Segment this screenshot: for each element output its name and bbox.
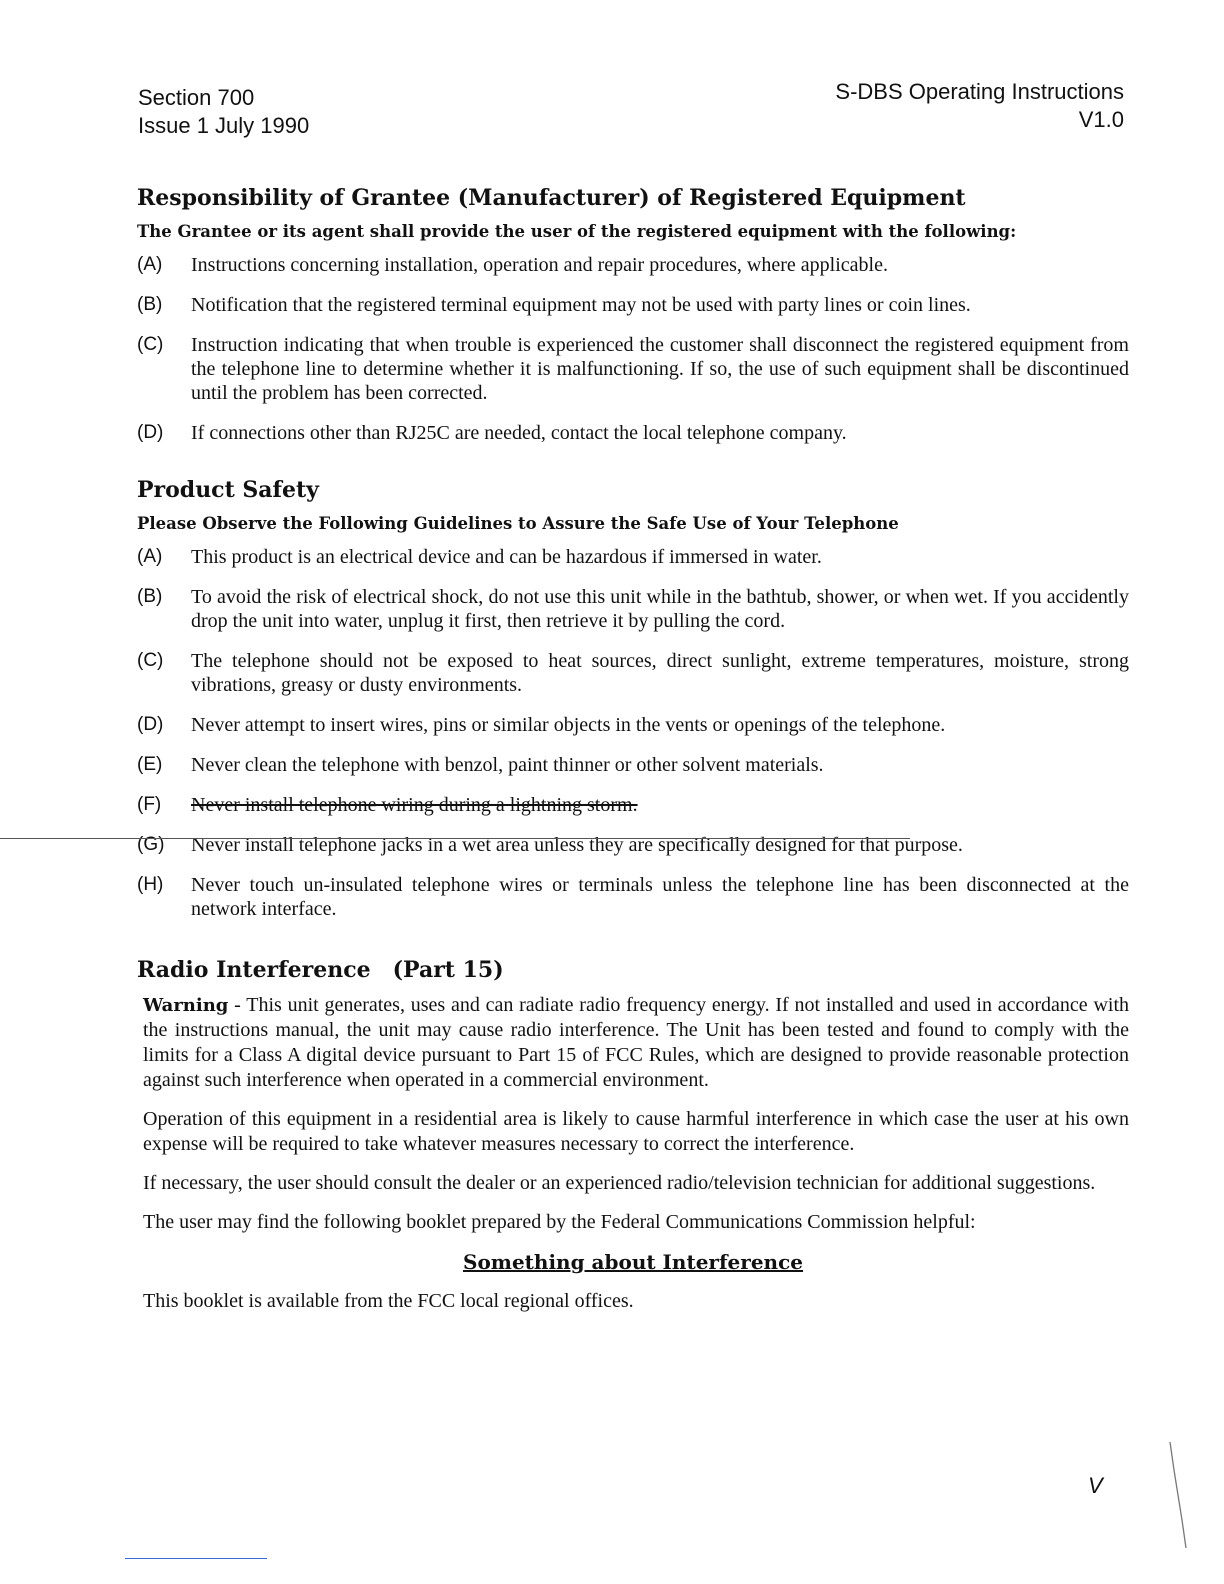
item-text: Never clean the telephone with benzol, paint thinner or other solvent materials. xyxy=(191,754,824,776)
warning-text: - This unit generates, uses and can radiate radio frequency energy. If not installed and used in accordance with the instructions manual, the unit may cause radio interference. The Unit has been tested and found to comply with the limits for a Class A digital device pursuant to Part 15 of FCC Rules, which are designed to provide reasonable protection against such interference when operated in a commercial environment. xyxy=(143,994,1129,1091)
list-item xyxy=(137,649,1129,697)
scan-edge-mark xyxy=(1166,1440,1190,1550)
item-label: (C) xyxy=(137,650,164,671)
scan-rule-line xyxy=(0,838,910,839)
list-item xyxy=(137,873,1129,921)
residential-paragraph: Operation of this equipment in a residential area is likely to cause harmful interference in which case the user at his own expense will be required to take whatever measures necessary to correct the interference. xyxy=(143,1108,1129,1155)
item-label: (F) xyxy=(137,794,162,815)
item-label: (A) xyxy=(137,254,163,275)
item-text: This product is an electrical device and can be hazardous if immersed in water. xyxy=(191,546,822,568)
list-item xyxy=(137,333,1129,405)
booklet-intro-paragraph: The user may find the following booklet prepared by the Federal Communications Commission helpful: xyxy=(143,1211,976,1233)
grantee-section xyxy=(137,183,1129,445)
radio-section xyxy=(137,955,1129,1314)
item-label: (D) xyxy=(137,422,164,443)
list-item xyxy=(137,545,1129,569)
item-text: The telephone should not be exposed to heat sources, direct sunlight, extreme temperatures, moisture, strong vibrations, greasy or dusty environments. xyxy=(191,650,1129,696)
item-text: Instructions concerning installation, operation and repair procedures, where applicable. xyxy=(191,254,888,276)
list-item xyxy=(137,253,1129,277)
item-label: (E) xyxy=(137,754,163,775)
safety-heading: Product Safety xyxy=(137,477,319,503)
page-number: V xyxy=(1088,1473,1103,1498)
list-item xyxy=(137,753,1129,777)
list-item xyxy=(137,713,1129,737)
document-title: S-DBS Operating Instructions xyxy=(835,79,1124,104)
availability-paragraph: This booklet is available from the FCC local regional offices. xyxy=(143,1290,634,1312)
issue-date: Issue 1 July 1990 xyxy=(138,113,310,138)
item-label: (G) xyxy=(137,834,165,855)
footer-rule xyxy=(125,1558,267,1559)
safety-section xyxy=(137,475,1129,921)
warning-paragraph xyxy=(143,993,1129,1093)
list-item xyxy=(137,421,1129,445)
header-right xyxy=(835,78,1124,134)
booklet-title: Something about Interference xyxy=(463,1250,803,1274)
item-label: (B) xyxy=(137,294,163,315)
consult-paragraph: If necessary, the user should consult the dealer or an experienced radio/television technician for additional suggestions. xyxy=(143,1172,1096,1194)
list-item xyxy=(137,585,1129,633)
item-text: To avoid the risk of electrical shock, do not use this unit while in the bathtub, shower, or when wet. If you accidently drop the unit into water, unplug it first, then retrieve it by pulling the cord. xyxy=(191,586,1129,632)
item-text: Never touch un-insulated telephone wires or terminals unless the telephone line has been disconnected at the network interface. xyxy=(191,874,1129,920)
item-text: Instruction indicating that when trouble is experienced the customer shall disconnect the registered equipment from the telephone line to determine whether it is malfunctioning. If so, the use of such equipment shall be discontinued until the problem has been corrected. xyxy=(191,334,1129,404)
radio-heading xyxy=(137,955,1129,985)
item-text: Notification that the registered terminal equipment may not be used with party lines or coin lines. xyxy=(191,294,971,316)
grantee-heading: Responsibility of Grantee (Manufacturer) of Registered Equipment xyxy=(137,185,966,211)
radio-heading-tag: (Part 15) xyxy=(392,957,504,983)
section-label: Section 700 xyxy=(138,85,255,110)
list-item xyxy=(137,833,1129,857)
item-label: (H) xyxy=(137,874,164,895)
safety-intro: Please Observe the Following Guidelines to Assure the Safe Use of Your Telephone xyxy=(137,514,899,533)
radio-heading-text: Radio Interference xyxy=(137,957,371,983)
item-label: (D) xyxy=(137,714,164,735)
item-text: Never attempt to insert wires, pins or similar objects in the vents or openings of the telephone. xyxy=(191,714,946,736)
header-left xyxy=(138,84,309,140)
grantee-intro: The Grantee or its agent shall provide the user of the registered equipment with the following: xyxy=(137,222,1017,241)
item-label: (B) xyxy=(137,586,163,607)
item-label: (C) xyxy=(137,334,164,355)
version-label: V1.0 xyxy=(1078,107,1124,132)
item-text: Never install telephone jacks in a wet area unless they are specifically designed for that purpose. xyxy=(191,834,963,856)
list-item-struck xyxy=(137,793,1129,817)
item-text: If connections other than RJ25C are needed, contact the local telephone company. xyxy=(191,422,847,444)
item-label: (A) xyxy=(137,546,163,567)
document-body xyxy=(137,183,1129,1328)
warning-label: Warning xyxy=(143,995,229,1016)
item-text: Never install telephone wiring during a lightning storm. xyxy=(191,794,638,816)
list-item xyxy=(137,293,1129,317)
